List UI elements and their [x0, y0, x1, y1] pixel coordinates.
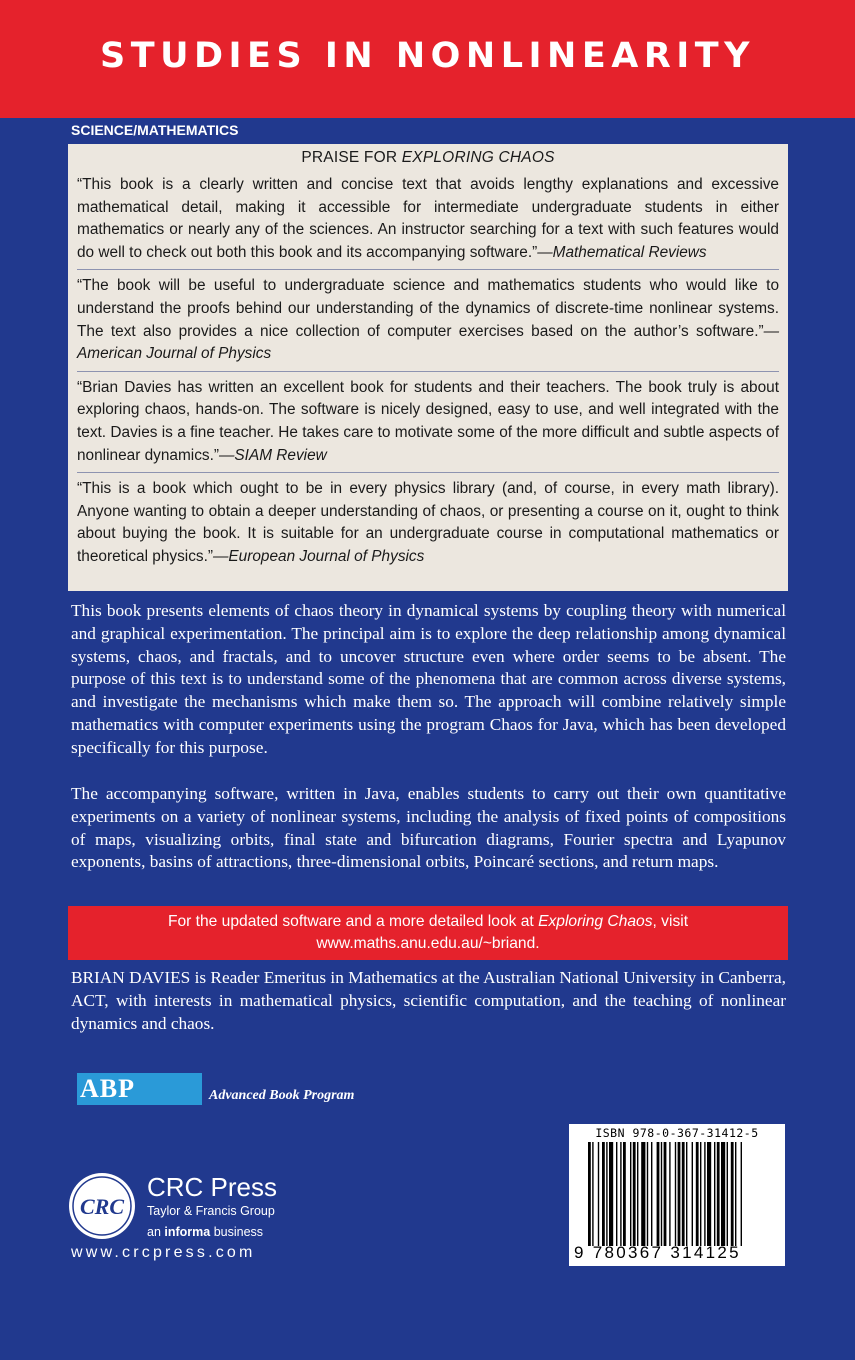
barcode-bar: [592, 1142, 593, 1246]
barcode-bar: [707, 1142, 711, 1246]
praise-quote: [77, 472, 779, 573]
barcode-bar: [682, 1142, 685, 1246]
quote-source: —European Journal of Physics: [213, 547, 425, 565]
barcode-bar: [647, 1142, 648, 1246]
banner-line-1: [68, 911, 788, 933]
quote-text: “The book will be useful to undergraduate science and mathematics students who would like to understand the proofs behind our understanding of the dynamics of discrete-time nonlinear systems. The text also provides a nice collection of computer exercises based on the author’s software.”: [77, 277, 779, 340]
barcode-bar: [598, 1142, 599, 1246]
barcode-bar: [602, 1142, 605, 1246]
crc-logo-text: CRC: [79, 1194, 125, 1219]
description-paragraph-1: This book presents elements of chaos theory in dynamical systems by coupling theory with numerical and graphical experimentation. The principal aim is to explore the deep relationship among dynamical systems, chaos, and fractals, and to uncover structure even where order seems to be absent. The purpose of this text is to understand some of the phenomena that are common across diverse systems, and investigate the mechanisms which make them so. The approach will combine relatively simple mathematics with computer experiments using the program Chaos for Java, which has been developed specifically for this purpose.: [71, 601, 786, 757]
publisher-url: www.crcpress.com: [71, 1244, 256, 1261]
barcode-bar: [641, 1142, 645, 1246]
barcode-bar: [664, 1142, 667, 1246]
barcode-bar: [692, 1142, 693, 1246]
barcode-bar: [704, 1142, 705, 1246]
barcode-bar: [606, 1142, 607, 1246]
barcode-bar: [727, 1142, 728, 1246]
banner-prefix: For the updated software and a more detailed look at: [167, 913, 539, 930]
abp-logo: ABP: [77, 1073, 202, 1105]
category-label: SCIENCE/MATHEMATICS: [71, 122, 239, 138]
barcode-bar: [678, 1142, 681, 1246]
software-banner: [68, 906, 788, 960]
barcode-bar: [731, 1142, 734, 1246]
quote-text: “This book is a clearly written and concise text that avoids lengthy explanations and excessive mathematical detail, making it accessible for intermediate undergraduate students in either mathematics or nearly any of the sciences. An instructor searching for a text with such features would do well to check out both this book and its accompanying software.”: [77, 176, 779, 261]
praise-quote: [77, 269, 779, 370]
barcode-bar: [686, 1142, 687, 1246]
praise-heading-book: EXPLORING CHAOS: [401, 149, 555, 166]
informa-prefix: an: [147, 1225, 165, 1239]
barcode-bar: [588, 1142, 591, 1246]
barcode-bar: [609, 1142, 613, 1246]
barcode-bar: [669, 1142, 670, 1246]
praise-quote: [77, 371, 779, 472]
barcode-bar: [735, 1142, 736, 1246]
crc-logo-icon: [68, 1172, 136, 1240]
description-paragraph-2: The accompanying software, written in Java, enables students to carry out their own quantitative experiments on a variety of nonlinear systems, including the analysis of fixed points of compositions of maps, visualizing orbits, final state and bifurcation diagrams, Fourier spectra and Lyapunov exponents, basins of attractions, three-dimensional orbits, Poincaré sections, and return maps.: [71, 784, 786, 872]
isbn-label: ISBN 978-0-367-31412-5: [595, 1126, 759, 1140]
informa-suffix: business: [210, 1225, 264, 1239]
quote-text: “This is a book which ought to be in every physics library (and, of course, in every math library). Anyone wanting to obtain a deeper understanding of chaos, or presenting a course on it, ought to think about buying the book. It is suitable for an undergraduate course in computational mathematics or theoretical physics.”: [77, 480, 779, 565]
quote-source: —American Journal of Physics: [77, 322, 779, 363]
praise-heading-prefix: PRAISE FOR: [301, 149, 402, 166]
barcode-bar: [675, 1142, 676, 1246]
barcode-bar: [620, 1142, 621, 1246]
barcode-bar: [721, 1142, 725, 1246]
barcode-bar: [661, 1142, 662, 1246]
barcode-bar: [623, 1142, 626, 1246]
praise-box: [68, 144, 788, 591]
barcode-bar: [696, 1142, 699, 1246]
series-title: STUDIES IN NONLINEARITY: [99, 36, 756, 76]
quote-source: —SIAM Review: [219, 446, 327, 464]
praise-heading: [77, 149, 779, 167]
barcode-bar: [633, 1142, 636, 1246]
quote-source: —Mathematical Reviews: [537, 243, 707, 261]
publisher-name: CRC Press: [147, 1172, 278, 1202]
barcode-bar: [651, 1142, 652, 1246]
series-band: [0, 0, 855, 118]
banner-url: www.maths.anu.edu.au/~briand.: [316, 935, 540, 952]
barcode-bar: [630, 1142, 631, 1246]
quote-text: “Brian Davies has written an excellent book for students and their teachers. The book truly is about exploring chaos, hands-on. The software is nicely designed, easy to use, and well integrated with the text. Davies is a fine teacher. He takes care to motivate some of the more difficult and subtle aspects of nonlinear dynamics.”: [77, 378, 779, 464]
barcode-bar: [741, 1142, 742, 1246]
banner-suffix: , visit: [652, 913, 689, 930]
praise-quote: [77, 171, 779, 269]
barcode-bar: [717, 1142, 720, 1246]
barcode-bar: [616, 1142, 617, 1246]
publisher-informa: [147, 1225, 263, 1239]
publisher-group: Taylor & Francis Group: [147, 1204, 275, 1218]
author-bio: BRIAN DAVIES is Reader Emeritus in Mathematics at the Australian National University in Canberra, ACT, with interests in mathematical physics, scientific computation, and the teaching of nonlinear dynamics and chaos.: [71, 968, 786, 1033]
abp-label: Advanced Book Program: [209, 1088, 355, 1103]
barcode-digits: 9 780367 314125: [574, 1243, 741, 1262]
banner-book-title: Exploring Chaos: [538, 913, 653, 930]
barcode-bars-icon: [574, 1142, 780, 1246]
barcode-bar: [637, 1142, 638, 1246]
informa-word: informa: [164, 1225, 211, 1239]
barcode-bar: [700, 1142, 701, 1246]
barcode-bar: [714, 1142, 715, 1246]
barcode-bar: [657, 1142, 660, 1246]
barcode: [569, 1124, 785, 1266]
